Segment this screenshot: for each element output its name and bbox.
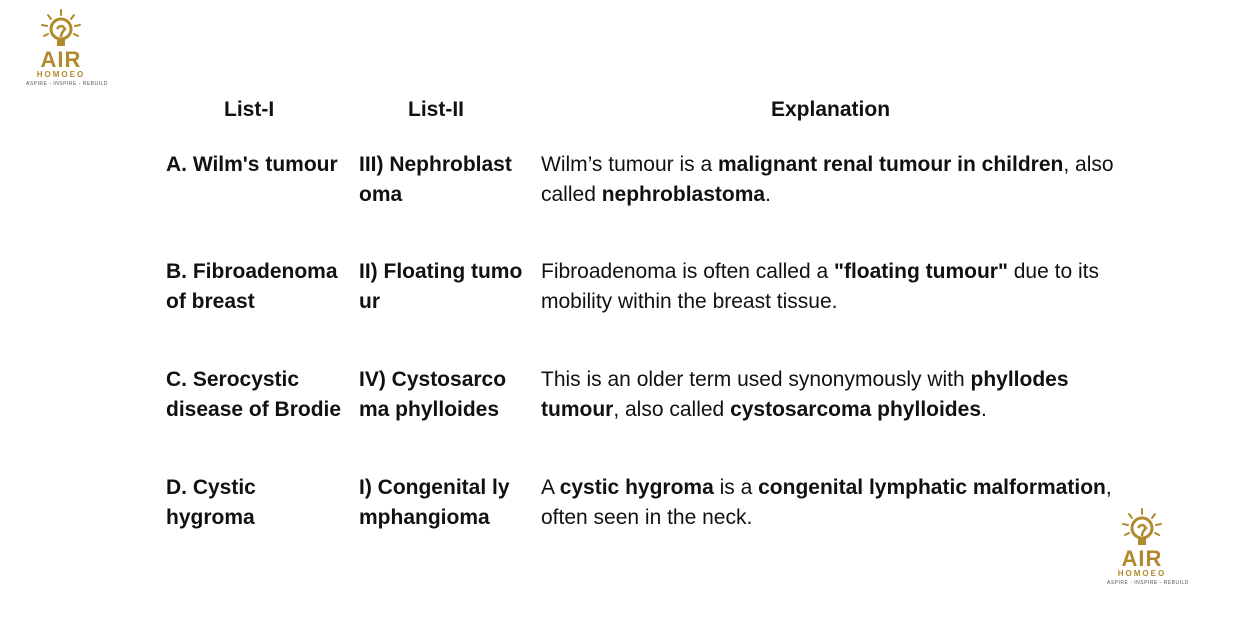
explanation-bold-text: congenital lymphatic malformation [758,476,1106,499]
table-header [0,98,1239,126]
list-2-cell: I) Congenital lymphangioma [359,476,510,529]
explanation-cell [541,365,1141,424]
list-1-cell: A. Wilm's tumour [166,153,338,176]
explanation-bold-text: malignant renal tumour in children [717,153,1064,176]
explanation-cell [541,473,1141,532]
list-1-cell: D. Cystic hygroma [166,476,256,529]
explanation-text: . [981,397,987,421]
explanation-text: is a [713,476,759,499]
explanation-text: . [765,182,771,206]
lightbulb-logo-icon [1119,507,1165,549]
explanation-bold-text: cystic hygroma [559,476,714,499]
logo-sub: HOMOEO [1117,569,1167,578]
explanation-cell [541,257,1141,316]
explanation-cell [541,150,1141,209]
list-1-cell: C. Serocystic disease of Brodie [166,368,342,421]
explanation-text: A [541,476,560,499]
list-1-cell: B. Fibroadenoma of breast [166,260,338,313]
logo-top [26,8,108,88]
lightbulb-logo-icon [38,8,84,50]
explanation-bold-text: "floating tumour" [834,260,1008,283]
explanation-text: due to its mobility within the breast tissue. [541,260,1099,313]
header-list-1: List-I [224,98,275,121]
explanation-text: Wilm’s tumour is a [541,153,718,176]
list-2-cell: II) Floating tumour [359,260,523,313]
explanation-text: , often seen in the neck. [541,476,1112,529]
list-2-cell: IV) Cystosarcoma phylloides [359,368,507,421]
explanation-bold-text: phyllodes tumour [541,368,1069,421]
explanation-text: , also called [541,153,1114,206]
logo-sub: HOMOEO [36,70,86,79]
logo-brand: AIR [40,47,82,72]
explanation-bold-text: nephroblastoma [601,182,766,206]
explanation-text: , also called [613,397,731,421]
list-2-cell: III) Nephroblastoma [359,153,512,206]
logo-tagline: ASPIRE - INSPIRE - REBUILD [26,81,108,87]
explanation-bold-text: cystosarcoma phylloides [730,397,981,421]
header-list-2: List-II [408,98,464,121]
header-explanation: Explanation [771,98,891,121]
explanation-text: Fibroadenoma is often called a [541,260,835,283]
logo-tagline: ASPIRE - INSPIRE - REBUILD [1107,580,1189,586]
logo-bottom [1107,507,1189,587]
explanation-text: This is an older term used synonymously with [541,368,971,391]
logo-brand: AIR [1121,546,1163,571]
